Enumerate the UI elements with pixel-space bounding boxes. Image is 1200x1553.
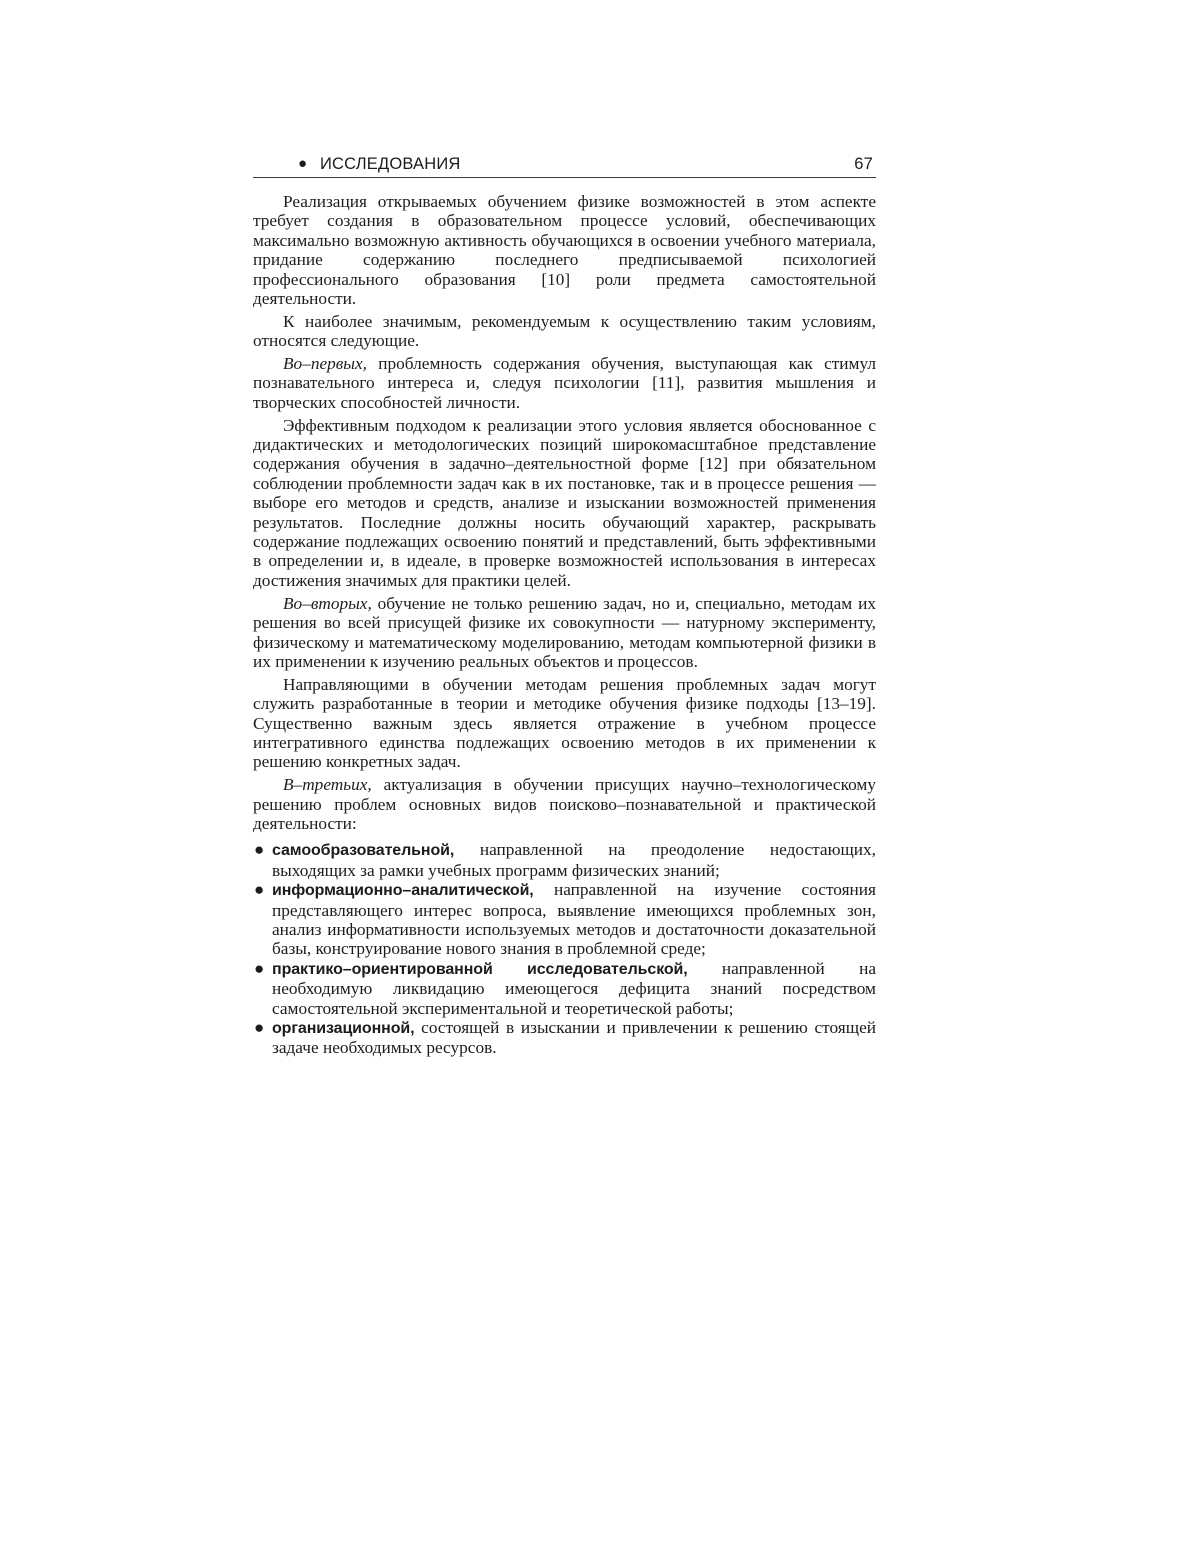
- page-number: 67: [854, 155, 873, 173]
- paragraph-text: проблемность содержания обучения, выступающая как стимул познавательного интереса и, следуя психологии [11], развития мышления и творческих способностей личности.: [253, 354, 876, 412]
- paragraph-text: обучение не только решению задач, но и, специально, методам их решения во всей присущей физике их совокупности — натурному эксперименту, физическому и математическому моделированию, методам компьютерной физики в их применении к изучению реальных объектов и процессов.: [253, 593, 876, 671]
- list-item-text: состоящей в изыскании и привлечении к решению стоящей задаче необходимых ресурсов.: [272, 1018, 876, 1058]
- list-item-term: информационно–аналитической,: [272, 882, 534, 900]
- paragraph-text: актуализация в обучении присущих научно–технологическому решению проблем основных видов поисково–познавательной и практической деятельности:: [253, 775, 876, 833]
- running-header: [253, 150, 876, 178]
- bullet-icon: ●: [254, 1018, 265, 1037]
- list-item: [253, 1018, 876, 1058]
- bullet-icon: ●: [254, 958, 265, 978]
- paragraph: [253, 775, 876, 833]
- paragraph: [253, 354, 876, 412]
- section-title: ИССЛЕДОВАНИЯ: [320, 155, 461, 173]
- list-item: [253, 840, 876, 880]
- list-item-text: направленной на преодоление недостающих, выходящих за рамки учебных программ физических знаний;: [272, 840, 876, 880]
- list-item-term: самообразовательной,: [272, 842, 455, 860]
- activity-list: [253, 840, 876, 1057]
- paragraph: [253, 416, 876, 591]
- paragraph-lead: В–третьих,: [283, 775, 372, 795]
- paragraph-text: Реализация открываемых обучением физике возможностей в этом аспекте требует создания в образовательном процессе условий, обеспечивающих максимально возможную активность обучающихся в освоении учебного материала, придание содержанию последнего предписываемой психологией профессионального образования [10] роли предмета самостоятельной деятельности.: [253, 192, 876, 309]
- body-text: [253, 192, 876, 833]
- bullet-icon: ●: [254, 880, 265, 900]
- list-item: [253, 959, 876, 1018]
- list-item-text: направленной на необходимую ликвидацию имеющегося дефицита знаний посредством самостоятельной экспериментальной и теоретической работы;: [272, 958, 876, 1018]
- book-page: [253, 150, 876, 1058]
- paragraph-text: Направляющими в обучении методам решения проблемных задач могут служить разработанные в теории и методике обучения физике подходы [13–19]. Существенно важным здесь является отражение в учебном процессе интегративного единства подлежащих освоению методов в их применении к решению конкретных задач.: [253, 674, 876, 772]
- bullet-icon: ●: [254, 840, 265, 860]
- paragraph-text: К наиболее значимым, рекомендуемым к осуществлению таким условиям, относятся следующие.: [253, 311, 876, 351]
- paragraph-lead: Во–вторых,: [283, 593, 372, 613]
- paragraph: [253, 312, 876, 351]
- paragraph-lead: Во–первых,: [283, 354, 367, 374]
- list-item: [253, 880, 876, 959]
- paragraph: [253, 594, 876, 672]
- paragraph: [253, 192, 876, 308]
- header-bullet-icon: ●: [298, 155, 308, 172]
- list-item-term: практико–ориентированной исследовательской,: [272, 960, 688, 978]
- list-item-text: направленной на изучение состояния представляющего интерес вопроса, выявление имеющихся проблемных зон, анализ информативности используемых методов и достаточности доказательной базы, конструирование нового знания в проблемной среде;: [272, 880, 876, 959]
- list-item-term: организационной,: [272, 1020, 415, 1037]
- paragraph: [253, 675, 876, 772]
- paragraph-text: Эффективным подходом к реализации этого условия является обоснованное с дидактических и методологических позиций широкомасштабное представление содержания обучения в задачно–деятельностной форме [12] при обязательном соблюдении проблемности задач как в их постановке, так и в процессе решения — выборе его методов и средств, анализе и изыскании возможностей применения результатов. Последние должны носить обучающий характер, раскрывать содержание подлежащих освоению понятий и представлений, быть эффективными в определении и, в идеале, в проверке возможностей использования в интересах достижения значимых для практики целей.: [253, 415, 876, 590]
